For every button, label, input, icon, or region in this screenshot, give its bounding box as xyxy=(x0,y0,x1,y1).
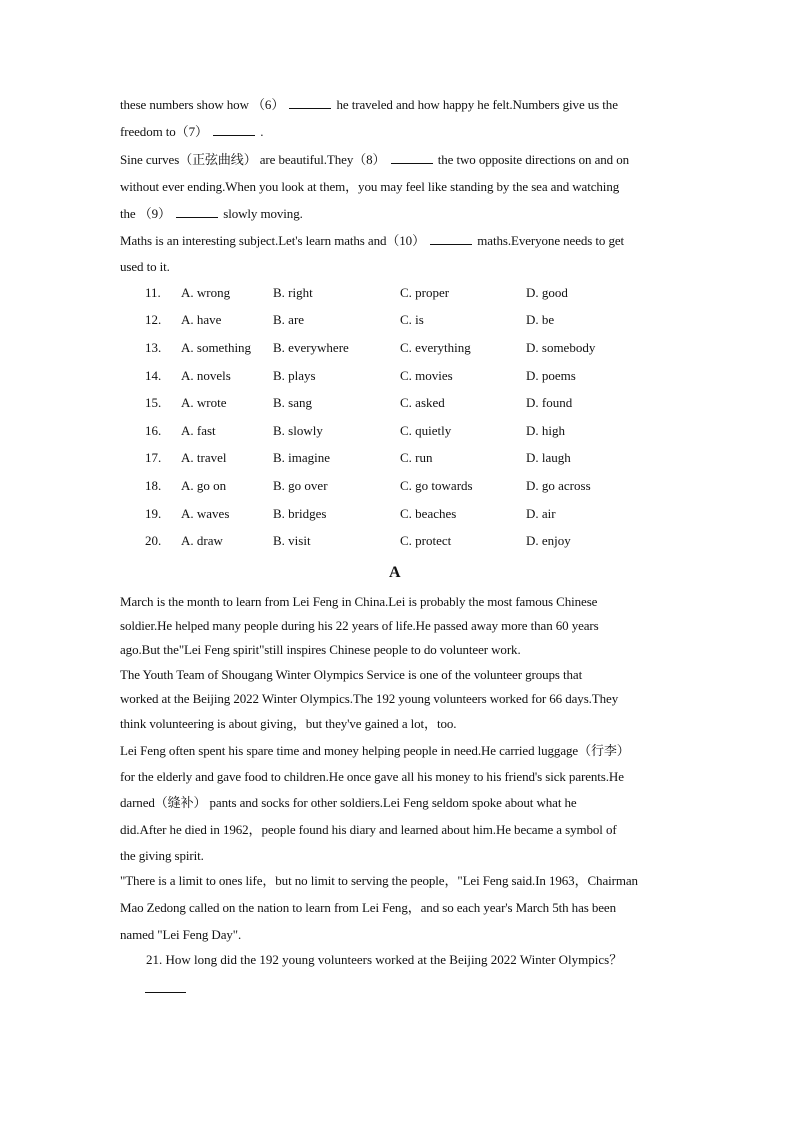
answer-blank-7[interactable] xyxy=(213,124,255,136)
option-b[interactable]: B. plays xyxy=(273,368,316,383)
option-d[interactable]: D. be xyxy=(526,312,555,327)
passage-a-line: The Youth Team of Shougang Winter Olympics Service is one of the volunteer groups that xyxy=(120,667,583,682)
passage-a-line: worked at the Beijing 2022 Winter Olympics.The 192 young volunteers worked for 66 days.They xyxy=(120,691,619,706)
passage-text: the two opposite directions on and on xyxy=(437,152,630,167)
passage-text: maths.Everyone needs to get xyxy=(477,233,625,248)
option-a[interactable]: A. novels xyxy=(181,368,231,383)
option-c[interactable]: C. is xyxy=(400,312,424,327)
answer-blank-9[interactable] xyxy=(176,206,218,218)
answer-blank-6[interactable] xyxy=(289,97,331,109)
passage-text: the （9） xyxy=(120,206,171,221)
passage-text: . xyxy=(260,124,264,139)
option-d[interactable]: D. enjoy xyxy=(526,533,571,548)
option-b[interactable]: B. everywhere xyxy=(273,340,349,355)
passage-text: Maths is an interesting subject.Let's learn maths and（10） xyxy=(120,233,425,248)
passage-line xyxy=(120,206,303,222)
question-number: 16. xyxy=(145,423,162,438)
option-c[interactable]: C. asked xyxy=(400,395,445,410)
answer-blank-10[interactable] xyxy=(430,233,472,245)
option-d[interactable]: D. poems xyxy=(526,368,576,383)
passage-a-line: the giving spirit. xyxy=(120,848,204,863)
passage-a-line: Mao Zedong called on the nation to learn from Lei Feng，and so each year's March 5th has been xyxy=(120,900,617,915)
passage-text: used to it. xyxy=(120,259,170,274)
passage-a-line: darned（缝补） pants and socks for other soldiers.Lei Feng seldom spoke about what he xyxy=(120,795,577,810)
section-heading: A xyxy=(389,564,401,581)
option-a[interactable]: A. fast xyxy=(181,423,216,438)
answer-blank-21[interactable] xyxy=(145,982,186,993)
passage-text: without ever ending.When you look at them，you may feel like standing by the sea and watching xyxy=(120,179,620,194)
option-c[interactable]: C. beaches xyxy=(400,506,457,521)
passage-a-line: Lei Feng often spent his spare time and money helping people in need.He carried luggage（行李） xyxy=(120,743,630,758)
question-number: 11. xyxy=(145,285,161,300)
option-c[interactable]: C. run xyxy=(400,450,433,465)
passage-text: Sine curves（正弦曲线） are beautiful.They（8） xyxy=(120,152,386,167)
option-b[interactable]: B. imagine xyxy=(273,450,331,465)
option-c[interactable]: C. go towards xyxy=(400,478,473,493)
option-a[interactable]: A. something xyxy=(181,340,252,355)
passage-line xyxy=(120,152,629,168)
passage-a-line: named "Lei Feng Day". xyxy=(120,927,242,942)
option-b[interactable]: B. visit xyxy=(273,533,311,548)
question-21: 21. How long did the 192 young volunteers worked at the Beijing 2022 Winter Olympics？ xyxy=(146,952,623,967)
passage-text: freedom to（7） xyxy=(120,124,208,139)
passage-line xyxy=(120,124,263,140)
option-d[interactable]: D. high xyxy=(526,423,565,438)
passage-text: these numbers show how （6） xyxy=(120,97,285,112)
option-c[interactable]: C. proper xyxy=(400,285,450,300)
option-d[interactable]: D. go across xyxy=(526,478,591,493)
question-number: 18. xyxy=(145,478,162,493)
option-a[interactable]: A. wrote xyxy=(181,395,227,410)
option-a[interactable]: A. wrong xyxy=(181,285,231,300)
option-a[interactable]: A. have xyxy=(181,312,222,327)
option-a[interactable]: A. draw xyxy=(181,533,223,548)
option-c[interactable]: C. movies xyxy=(400,368,453,383)
option-a[interactable]: A. waves xyxy=(181,506,230,521)
passage-a-line: think volunteering is about giving，but they've gained a lot，too. xyxy=(120,716,457,731)
option-b[interactable]: B. slowly xyxy=(273,423,323,438)
passage-a-line: for the elderly and gave food to children.He once gave all his money to his friend's sick parents.He xyxy=(120,769,624,784)
passage-text: he traveled and how happy he felt.Numbers give us the xyxy=(336,97,618,112)
option-a[interactable]: A. travel xyxy=(181,450,227,465)
option-c[interactable]: C. protect xyxy=(400,533,452,548)
option-c[interactable]: C. everything xyxy=(400,340,471,355)
passage-text: slowly moving. xyxy=(223,206,303,221)
passage-line xyxy=(120,97,618,113)
option-b[interactable]: B. are xyxy=(273,312,305,327)
option-c[interactable]: C. quietly xyxy=(400,423,452,438)
option-b[interactable]: B. right xyxy=(273,285,313,300)
option-a[interactable]: A. go on xyxy=(181,478,227,493)
passage-a-line: did.After he died in 1962，people found his diary and learned about him.He became a symbol of xyxy=(120,822,617,837)
question-number: 17. xyxy=(145,450,162,465)
option-d[interactable]: D. laugh xyxy=(526,450,571,465)
option-d[interactable]: D. air xyxy=(526,506,556,521)
answer-blank-8[interactable] xyxy=(391,152,433,164)
option-b[interactable]: B. sang xyxy=(273,395,312,410)
option-b[interactable]: B. go over xyxy=(273,478,328,493)
passage-a-line: soldier.He helped many people during his 22 years of life.He passed away more than 60 years xyxy=(120,618,599,633)
passage-a-line: March is the month to learn from Lei Feng in China.Lei is probably the most famous Chinese xyxy=(120,594,598,609)
question-number: 20. xyxy=(145,533,162,548)
option-d[interactable]: D. good xyxy=(526,285,568,300)
question-number: 15. xyxy=(145,395,162,410)
passage-a-line: ago.But the"Lei Feng spirit"still inspires Chinese people to do volunteer work. xyxy=(120,642,521,657)
passage-line xyxy=(120,259,170,275)
passage-line xyxy=(120,233,624,249)
option-d[interactable]: D. found xyxy=(526,395,573,410)
question-number: 14. xyxy=(145,368,162,383)
option-b[interactable]: B. bridges xyxy=(273,506,327,521)
question-number: 13. xyxy=(145,340,162,355)
passage-line xyxy=(120,179,619,195)
option-d[interactable]: D. somebody xyxy=(526,340,596,355)
question-number: 19. xyxy=(145,506,162,521)
question-number: 12. xyxy=(145,312,162,327)
passage-a-line: "There is a limit to ones life，but no limit to serving the people，"Lei Feng said.In 1963，Chairman xyxy=(120,873,638,888)
